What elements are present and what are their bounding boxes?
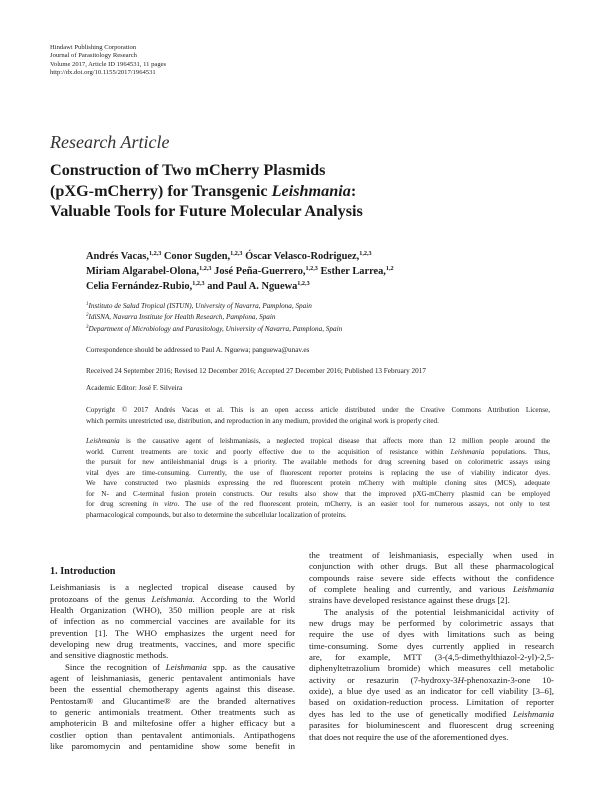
abstract-line: for N- and C-terminal fusion protein constructs. Our results also show that the improved pXG-mCherry plasmid can be employed	[86, 489, 550, 498]
affiliation-1: $^1$Instituto de Salud Tropical (ISTUN), University of Navarra, Pamplona, Spain	[86, 302, 312, 310]
author-affiliation-mark: 1,2,3	[297, 279, 310, 287]
body-text-line: oxide), a blue dye used as an indicator for cell viability [3–6],	[309, 686, 554, 697]
author-affiliation-mark: 1,2,3	[230, 250, 243, 257]
author-affiliation-mark: 1,2,3	[199, 264, 212, 272]
body-text-line: protozoans of the genus Leishmania. According to the World	[50, 593, 295, 604]
author-affiliation-mark: 1,2	[385, 264, 394, 272]
body-text-line: the treatment of leishmaniasis, especially when used in	[309, 550, 554, 560]
body-text-line: like paromomycin and pentamidine show some benefit in	[50, 741, 295, 752]
author-name: José Peña-Guerrero,	[214, 265, 306, 277]
body-text-line: new drugs may be performed by colorimetric assays that	[309, 618, 554, 629]
body-text-line: The analysis of the potential leishmanicidal activity of	[324, 606, 554, 617]
body-text-line: agent of leishmaniasis, generic pentavalent antimonials have	[50, 673, 295, 684]
journal-header	[50, 44, 166, 77]
author-affiliation-mark: 1,2,3	[305, 264, 318, 272]
body-text-line: parasites for bioluminescent and fluorescent drug screening	[309, 720, 554, 731]
body-text-line: diphenyltetrazolium bromide) which measures cell metabolic	[309, 663, 554, 674]
copyright-line: which permits unrestricted use, distribution, and reproduction in any medium, provided the original work is properly cited.	[86, 416, 439, 425]
abstract	[86, 436, 550, 520]
author-line-3	[86, 280, 394, 295]
author-list	[86, 250, 394, 294]
right-column	[309, 550, 554, 743]
abstract-line: vital dyes are time-consuming. Currently, the use of fluorescent reporter proteins is replacing the use of viability indicator dyes.	[86, 468, 550, 477]
affiliations	[86, 301, 342, 335]
affiliation-2: $^2$IdiSNA, Navarra Institute for Health Research, Pamplona, Spain	[86, 313, 276, 322]
title-line-1: Construction of Two mCherry Plasmids	[50, 161, 326, 179]
volume-info: Volume 2017, Article ID 1964531, 11 pages	[50, 60, 167, 68]
journal-name: Journal of Parasitology Research	[50, 52, 137, 60]
body-text-line: costlier option than pentavalent antimonials. Antipathogens	[50, 729, 295, 740]
author-name: Conor Sugden,	[163, 251, 231, 262]
abstract-line: for drug screening in vitro. The use of the red fluorescent protein, mCherry, is an easier tool for numerous assays, not only to test	[86, 500, 550, 508]
author-name: Esther Larrea,	[320, 265, 386, 277]
author-affiliation-mark: 1,2,3	[359, 250, 372, 257]
abstract-line: We have constructed two plasmids expressing the red fluorescent protein mCherry with multiple cloning sites (MCS), adequate	[86, 479, 550, 487]
left-column	[50, 566, 295, 753]
body-text-line: Since the recognition of Leishmania spp. as the causative	[65, 661, 295, 672]
academic-editor: Academic Editor: José F. Silveira	[86, 384, 183, 392]
author-affiliation-mark: 1,2,3	[148, 250, 162, 257]
abstract-line: Leishmania is the causative agent of leishmaniasis, a neglected tropical disease that affects more than 12 million people around the	[86, 437, 550, 445]
copyright-notice	[86, 405, 550, 426]
body-text-line: Pentostam® and Glucantime® are the branded alternatives	[50, 695, 295, 706]
body-text-line: require the use of dyes with limitations such as being	[309, 629, 554, 640]
article-dates: Received 24 September 2016; Revised 12 December 2016; Accepted 27 December 2016; Published 13 February 2017	[86, 367, 426, 375]
body-text-line: conjunction with other drugs. But all these pharmacological	[309, 561, 554, 572]
body-text-line: been the essential chemotherapy agents against this disease.	[50, 684, 295, 695]
body-text-line: Health Organization (WHO), 350 million people are at risk	[50, 605, 295, 616]
body-text-line: and sensitive diagnostic methods.	[50, 650, 169, 661]
section-heading-introduction: 1. Introduction	[50, 566, 116, 577]
affiliation-3: $^3$Department of Microbiology and Parasitology, University of Navarra, Pamplona, Spain	[86, 324, 343, 333]
author-affiliation-mark: 1,2,3	[192, 279, 205, 287]
body-text-line: compounds raise severe side effects without the confidence	[309, 572, 554, 583]
body-text-line: Leishmaniasis is a neglected tropical disease caused by	[50, 582, 295, 593]
author-line-2	[86, 265, 394, 280]
author-name: Andrés Vacas,	[86, 251, 149, 262]
body-text-line: are, for example, MTT (3-(4,5-dimethylthiazol-2-yl)-2,5-	[309, 652, 554, 663]
article-title	[50, 160, 550, 222]
title-line-3: Valuable Tools for Future Molecular Analysis	[50, 202, 363, 220]
body-text-line: to generic antimonials treatment. Other treatments such as	[50, 707, 295, 718]
correspondence: Correspondence should be addressed to Paul A. Nguewa; panguewa@unav.es	[86, 346, 310, 354]
author-line-1	[86, 250, 394, 265]
body-text-line: activity or resazurin (7-hydroxy-3H-phenoxazin-3-one 10-	[309, 674, 554, 685]
body-text-line: prevention [1]. The WHO emphasizes the urgent need for	[50, 627, 295, 638]
copyright-line: Copyright © 2017 Andrés Vacas et al. This is an open access article distributed under the Creative Commons Attribution License,	[86, 406, 550, 414]
body-text-line: dyes has led to the use of genetically modified Leishmania	[309, 708, 554, 719]
author-name: Miriam Algarabel-Olona,	[86, 265, 200, 277]
abstract-line: world. Current treatments are toxic and poorly effective due to the acquisition of resistance within Leishmania populations. Thus,	[86, 447, 550, 456]
author-name: and Paul A. Nguewa	[207, 280, 298, 292]
author-name: Celia Fernández-Rubio,	[86, 280, 193, 292]
body-text-line: that does not require the use of the aforementioned dyes.	[309, 731, 509, 742]
article-type: Research Article	[50, 132, 170, 152]
body-text-line: amphotericin B and miltefosine offer a higher efficacy but a	[50, 718, 295, 729]
body-text-line: of complete healing and currently, and various Leishmania	[309, 584, 554, 595]
publisher-name: Hindawi Publishing Corporation	[50, 44, 137, 51]
body-text-line: strains have developed resistance against these drugs [2].	[309, 595, 510, 606]
body-text-line: time-consuming. Some dyes currently applied in research	[309, 640, 554, 651]
body-text-line: based on oxidation-reduction process. Limitation of reporter	[309, 697, 554, 708]
abstract-line: pharmacological compounds, but also to determine the subcellular localization of proteins.	[86, 510, 347, 519]
body-text-line: developing new drug treatments, vaccines, and more specific	[50, 639, 295, 650]
doi-link[interactable]: http://dx.doi.org/10.1155/2017/1964531	[50, 68, 156, 76]
author-name: Óscar Velasco-Rodriguez,	[245, 251, 360, 262]
abstract-line: the pursuit for new antileishmanial drugs is a priority. The available methods for drug screening based on colorimetric assays using	[86, 458, 550, 466]
body-text-line: of infection as no commercial vaccines are available for its	[50, 616, 295, 627]
title-line-2: (pXG-mCherry) for Transgenic Leishmania:	[50, 181, 357, 200]
